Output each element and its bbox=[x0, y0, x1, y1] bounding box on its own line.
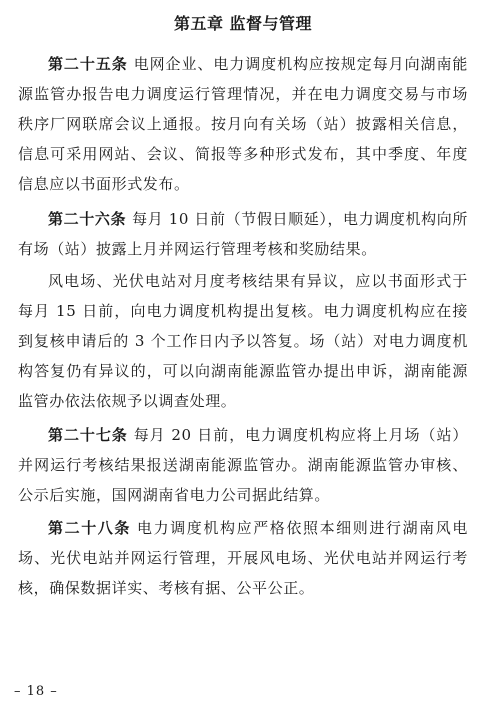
article-text: 风电场、光伏电站对月度考核结果有异议，应以书面形式于每月 15 日前，向电力调度机构提出复核。电力调度机构应在接到复核申请后的 3 个工作日内予以答复。场（站）对电力调度机构答复仍有异议的，可以向湖南能源监管办提出申诉，湖南能源监管办依法依规予以调查处理。 bbox=[18, 272, 468, 410]
article-text: 电力调度机构应严格依照本细则进行湖南风电场、光伏电站并网运行管理，开展风电场、光伏电站并网运行考核，确保数据详实、考核有据、公平公正。 bbox=[18, 519, 468, 597]
article-text: 每月 10 日前（节假日顺延），电力调度机构向所有场（站）披露上月并网运行管理考核和奖励结果。 bbox=[18, 210, 468, 258]
article-28-paragraph bbox=[18, 513, 468, 603]
article-number: 第二十七条 bbox=[48, 426, 128, 444]
article-27-paragraph bbox=[18, 420, 468, 510]
article-number: 第二十六条 bbox=[48, 210, 127, 228]
chapter-title: 第五章 监督与管理 bbox=[173, 14, 313, 33]
article-text: 每月 20 日前，电力调度机构应将上月场（站）并网运行考核结果报送湖南能源监管办。湖南能源监管办审核、公示后实施，国网湖南省电力公司据此结算。 bbox=[18, 426, 468, 504]
article-number: 第二十八条 bbox=[48, 519, 131, 537]
article-25-paragraph bbox=[18, 49, 468, 199]
article-number: 第二十五条 bbox=[48, 55, 128, 73]
article-text: 电网企业、电力调度机构应按规定每月向湖南能源监管办报告电力调度运行管理情况，并在电力调度交易与市场秩序厂网联席会议上通报。按月向有关场（站）披露相关信息，信息可采用网站、会议、简报等多种形式发布，其中季度、年度信息应以书面形式发布。 bbox=[18, 55, 468, 193]
article-26-paragraph bbox=[18, 204, 468, 264]
article-26-continuation-paragraph bbox=[18, 266, 468, 416]
page-number: – 18 – bbox=[14, 684, 58, 699]
